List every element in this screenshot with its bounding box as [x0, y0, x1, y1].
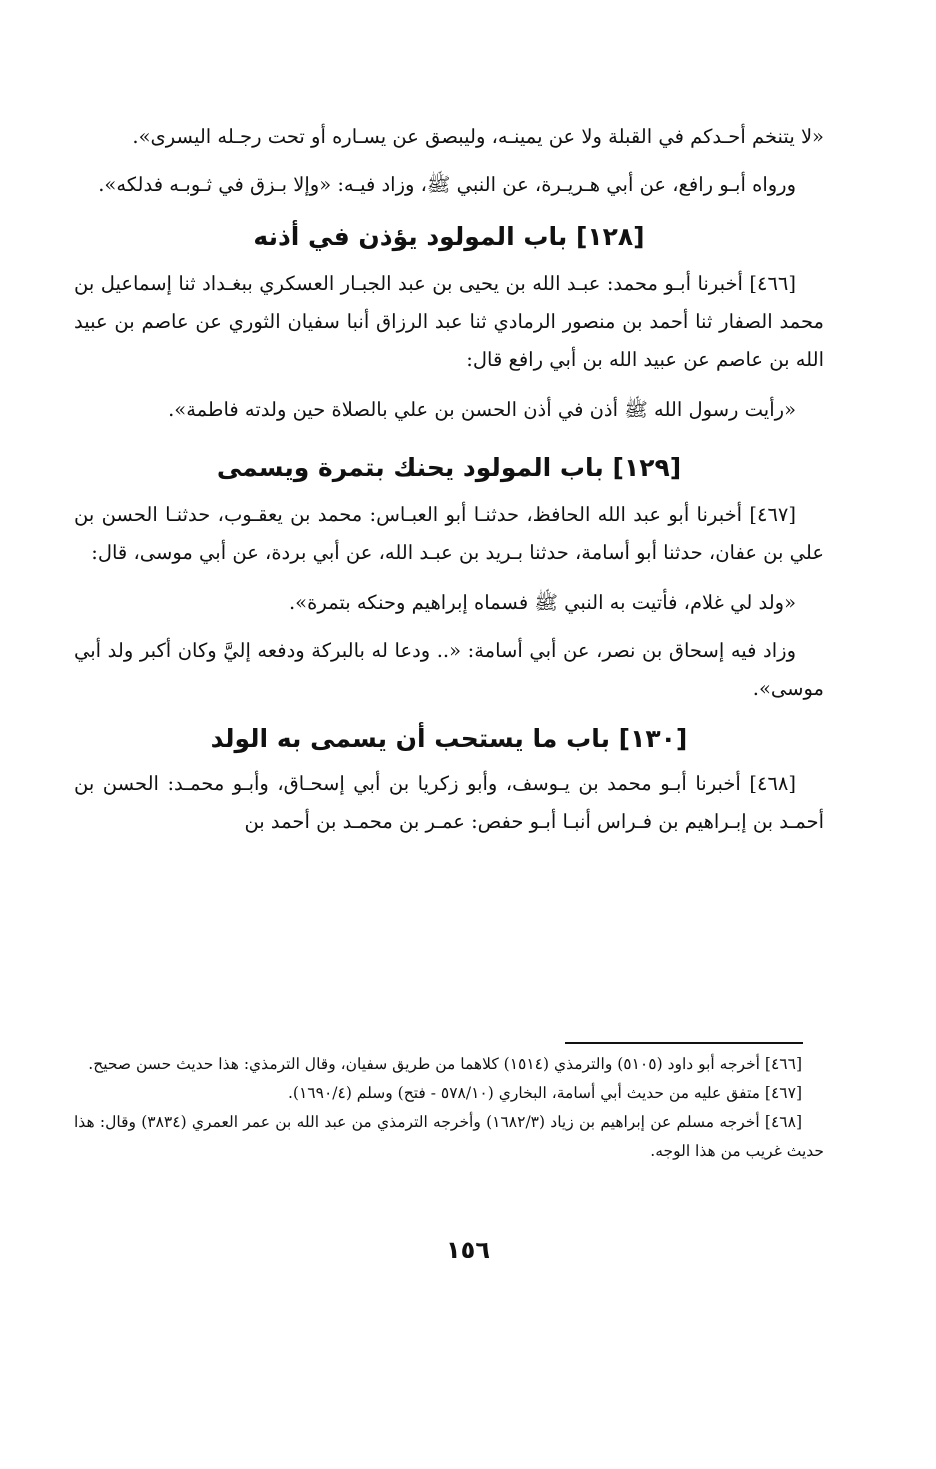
chapter-heading-129: [١٢٩] باب المولود يحنك بتمرة ويسمى — [216, 453, 682, 482]
hadith-text-466: «رأيت رسول الله ﷺ أذن في أذن الحسن بن علي بالصلاة حين ولدته فاطمة». — [168, 398, 796, 421]
narration-paragraph: ورواه أبـو رافع، عن أبي هـريـرة، عن النبي ﷺ، وزاد فيـه: «وإلا بـزق في ثـوبـه فدلكه». — [98, 173, 796, 196]
footnote-divider — [565, 1042, 803, 1044]
page-body — [74, 118, 824, 1469]
footnotes — [74, 1050, 824, 1166]
isnad-paragraph-466: [٤٦٦] أخبرنا أبـو محمد: عبـد الله بن يحيى بن عبد الجبـار العسكري ببغـداد ثنا إسماعيل بن محمد الصفار ثنا أحمد بن منصور الرمادي ثنا عبد الرزاق أنبا سفيان الثوري عن عاصم بن عبيد الله بن عاصم عن عبيد الله بن أبي رافع قال: — [74, 272, 824, 371]
addition-paragraph-467: وزاد فيه إسحاق بن نصر، عن أبي أسامة: «.. ودعا له بالبركة ودفعه إليَّ وكان أكبر ولد أبي موسى». — [74, 639, 824, 700]
chapter-heading-128: [١٢٨] باب المولود يؤذن في أذنه — [253, 222, 645, 251]
isnad-paragraph-467: [٤٦٧] أخبرنا أبو عبد الله الحافظ، حدثنـا أبو العبـاس: محمد بن يعقـوب، حدثنـا الحسن بن علي بن عفان، حدثنا أبو أسامة، حدثنا بـريد بن عبـد الله، عن أبي بردة، عن أبي موسى، قال: — [74, 503, 824, 564]
footnote-466: [٤٦٦] أخرجه أبو داود (٥١٠٥) والترمذي (١٥١٤) كلاهما من طريق سفيان، وقال الترمذي: هذا حديث حسن صحيح. — [88, 1055, 802, 1073]
isnad-paragraph-468: [٤٦٨] أخبرنا أبـو محمد بن يـوسف، وأبو زكريا بن أبي إسحـاق، وأبـو محمـد: الحسن بن أحمـد بن إبـراهيم بن فـراس أنبـا أبـو حفص: عمـر بن محمـد بن أحمد بن — [74, 772, 824, 833]
hadith-text-paragraph: «لا يتنخم أحـدكم في القبلة ولا عن يمينـه، وليبصق عن يسـاره أو تحت رجـله اليسرى». — [132, 125, 824, 148]
footnote-468: [٤٦٨] أخرجه مسلم عن إبراهيم بن زياد (١٦٨٢/٣) وأخرجه الترمذي من عبد الله بن عمر العمري (٣٨٣٤) وقال: هذا حديث غريب من هذا الوجه. — [74, 1113, 824, 1160]
footnote-467: [٤٦٧] متفق عليه من حديث أبي أسامة، البخاري (٥٧٨/١٠ - فتح) وسلم (١٦٩٠/٤). — [287, 1084, 802, 1102]
page-number: ١٥٦ — [446, 1236, 490, 1264]
chapter-heading-130: [١٣٠] باب ما يستحب أن يسمى به الولد — [210, 724, 688, 753]
hadith-text-467: «ولد لي غلام، فأتيت به النبي ﷺ فسماه إبراهيم وحنكه بتمرة». — [288, 591, 796, 614]
